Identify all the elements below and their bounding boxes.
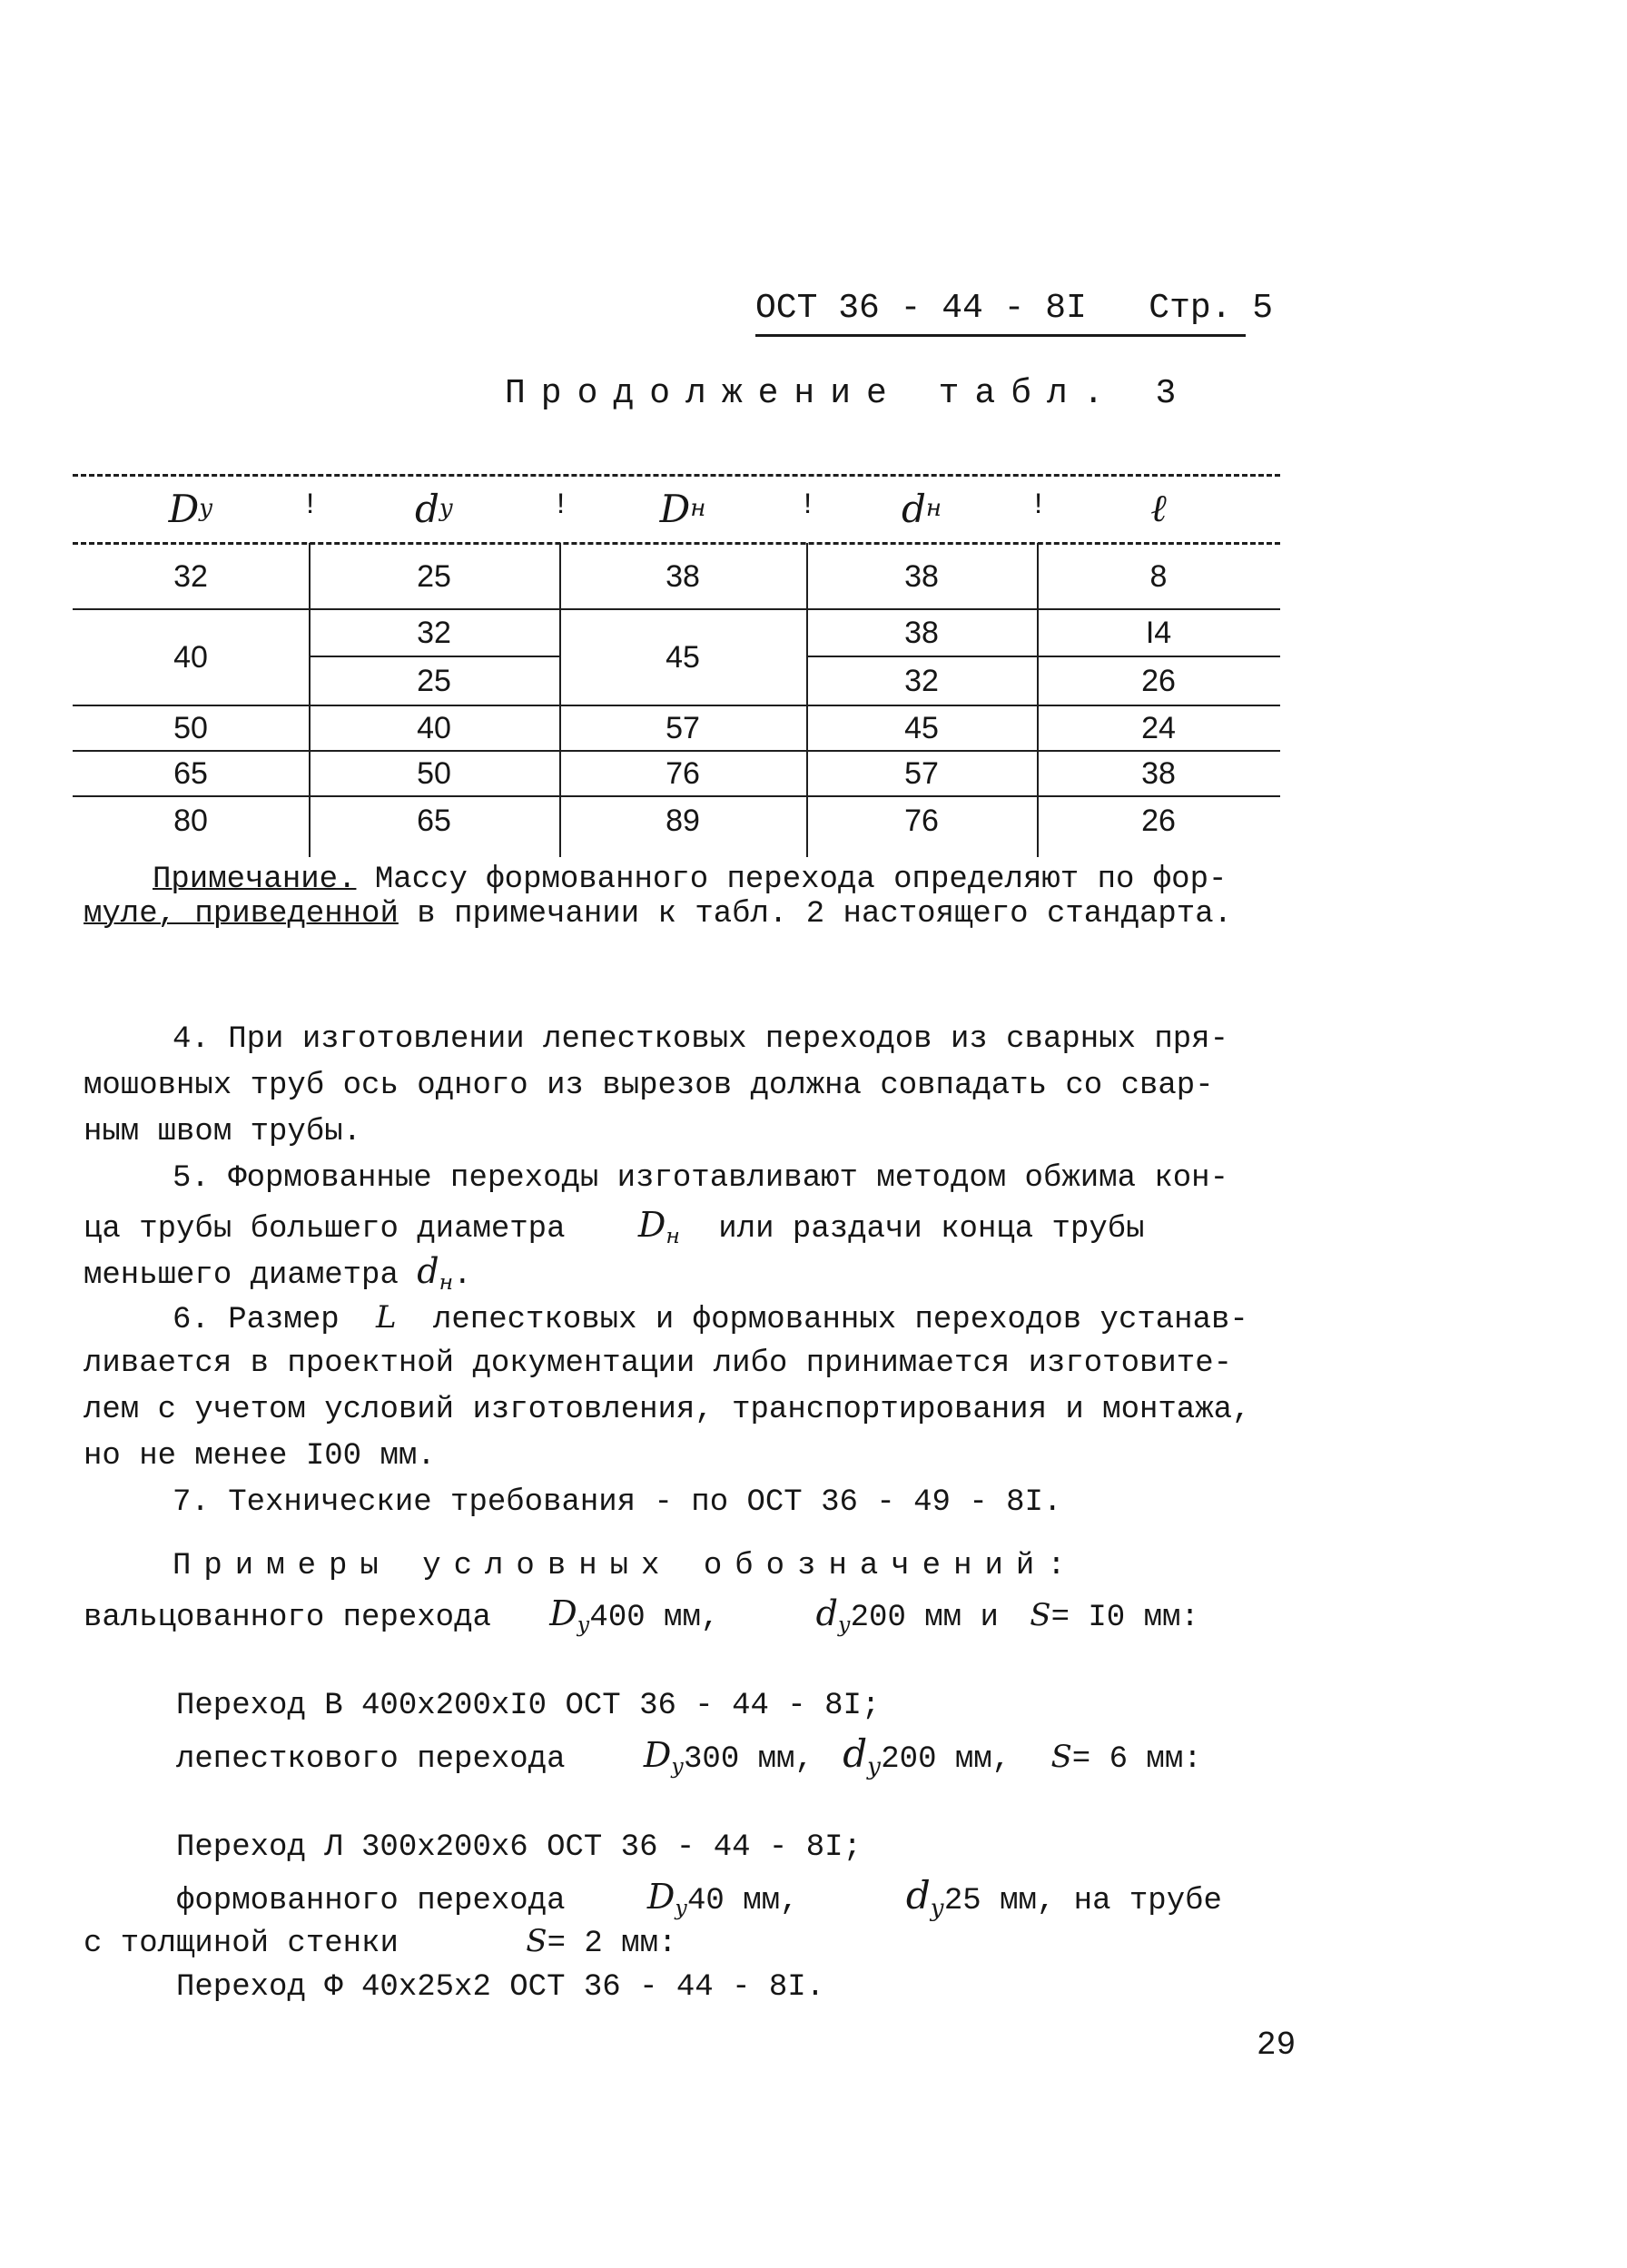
Dy-symbol: $D_у$ <box>549 1593 590 1638</box>
Dn-symbol: $D_н$ <box>637 1205 680 1249</box>
dn-symbol: $d_н$ <box>417 1251 454 1296</box>
paragraph-5-line-2: ца трубы большего диаметра $D_н$ или раздачи конца трубы <box>84 1205 1145 1249</box>
example-petal-designation: Переход Л 300х200х6 ОСТ 36 - 44 - 8I; <box>176 1830 862 1865</box>
cell-Dn: 76 <box>666 755 700 791</box>
example-petal-line: лепесткового перехода $D_у300$ мм, $d_у200$ мм, S= 6 мм: <box>176 1731 1202 1780</box>
header-separator: ! <box>552 488 570 522</box>
L-symbol: L <box>376 1299 397 1336</box>
cell-l: 8 <box>1149 558 1168 594</box>
example-formed-line: формованного перехода $D_у40$ мм, $d_у25$ мм, на трубе <box>176 1873 1222 1922</box>
cell-Dn: 38 <box>666 558 700 594</box>
Dy-symbol: $D_у$ <box>646 1877 688 1921</box>
table-3 <box>73 474 1280 857</box>
header-separator: ! <box>799 488 817 522</box>
cell-Dy: 65 <box>173 755 208 791</box>
page-number: 29 <box>1257 2026 1297 2064</box>
dy-symbol: $d_у$ <box>905 1873 944 1922</box>
header-underline <box>755 334 1246 337</box>
cell-dn: 57 <box>904 755 939 791</box>
cell-dn: 38 <box>904 558 939 594</box>
header-separator: ! <box>301 488 320 522</box>
cell-dn: 32 <box>904 663 939 698</box>
header-l: ℓ <box>1150 486 1167 530</box>
cell-l: 26 <box>1141 803 1176 838</box>
S-symbol: S <box>1050 1739 1072 1775</box>
standard-code: ОСТ 36 - 44 - 8I <box>755 289 1087 328</box>
cell-l: 24 <box>1141 710 1176 745</box>
cell-dn: 45 <box>904 710 939 745</box>
cell-Dy: 80 <box>173 803 208 838</box>
cell-dy: 25 <box>417 663 451 698</box>
paragraph-6-line-4: но не менее I00 мм. <box>84 1439 436 1474</box>
S-symbol: S <box>1030 1597 1051 1633</box>
cell-l: 38 <box>1141 755 1176 791</box>
note-label: Примечание. <box>153 863 357 897</box>
header-dn: d н <box>901 486 942 531</box>
header-Dn: D н <box>659 486 706 531</box>
S-symbol: S <box>526 1923 547 1959</box>
dy-symbol: $d_у$ <box>815 1593 851 1638</box>
cell-Dn: 45 <box>666 639 700 675</box>
cell-dn: 38 <box>904 615 939 650</box>
example-formed-line-2: с толщиной стенки S= 2 мм: <box>84 1923 677 1961</box>
cell-Dn: 89 <box>666 803 700 838</box>
cell-l: 26 <box>1141 663 1176 698</box>
dy-symbol: $d_у$ <box>843 1731 882 1780</box>
table-note-line-1: Примечание. Массу формованного перехода определяют по фор- <box>153 863 1228 897</box>
cell-dn: 76 <box>904 803 939 838</box>
header-dy: d у <box>415 486 453 531</box>
cell-Dy: 32 <box>173 558 208 594</box>
cell-dy: 40 <box>417 710 451 745</box>
cell-l: I4 <box>1145 615 1172 650</box>
example-rolled-designation: Переход В 400х200хI0 ОСТ 36 - 44 - 8I; <box>176 1689 881 1723</box>
example-formed-designation: Переход Ф 40х25х2 ОСТ 36 - 44 - 8I. <box>176 1970 825 2005</box>
paragraph-5-line-1: 5. Формованные переходы изготавливают методом обжима кон- <box>173 1161 1228 1196</box>
Dy-symbol: $D_у$ <box>643 1735 685 1780</box>
page-label: Стр. 5 <box>1149 289 1274 328</box>
header-separator: ! <box>1030 488 1048 522</box>
paragraph-6-line-2: ливается в проектной документации либо принимается изготовите- <box>84 1346 1233 1381</box>
paragraph-7: 7. Технические требования - по ОСТ 36 - 49 - 8I. <box>173 1485 1062 1520</box>
examples-heading: Примеры условных обозначений: <box>173 1549 1079 1583</box>
header-Dy: D у <box>168 486 213 531</box>
cell-Dy: 50 <box>173 710 208 745</box>
table-note-line-2: муле, приведенной в примечании к табл. 2 настоящего стандарта. <box>84 897 1233 932</box>
paragraph-4-line-2: мошовных труб ось одного из вырезов должна совпадать со свар- <box>84 1069 1214 1103</box>
document-header <box>755 289 1273 328</box>
paragraph-6-line-3: лем с учетом условий изготовления, транспортирования и монтажа, <box>84 1393 1251 1427</box>
paragraph-6-line-1: 6. Размер L лепестковых и формованных переходов устанав- <box>173 1299 1248 1337</box>
cell-dy: 32 <box>417 615 451 650</box>
cell-Dn: 57 <box>666 710 700 745</box>
example-rolled-line: вальцованного перехода $D_у400$ мм, $d_у200$ мм и S= I0 мм: <box>84 1593 1199 1638</box>
paragraph-5-line-3: меньшего диаметра $d_н$. <box>84 1251 472 1296</box>
cell-dy: 65 <box>417 803 451 838</box>
paragraph-4-line-1: 4. При изготовлении лепестковых переходов из сварных пря- <box>173 1022 1228 1057</box>
cell-dy: 25 <box>417 558 451 594</box>
cell-dy: 50 <box>417 755 451 791</box>
table-caption: Продолжение табл. 3 <box>505 374 1192 413</box>
paragraph-4-line-3: ным швом трубы. <box>84 1115 362 1149</box>
cell-Dy: 40 <box>173 639 208 675</box>
